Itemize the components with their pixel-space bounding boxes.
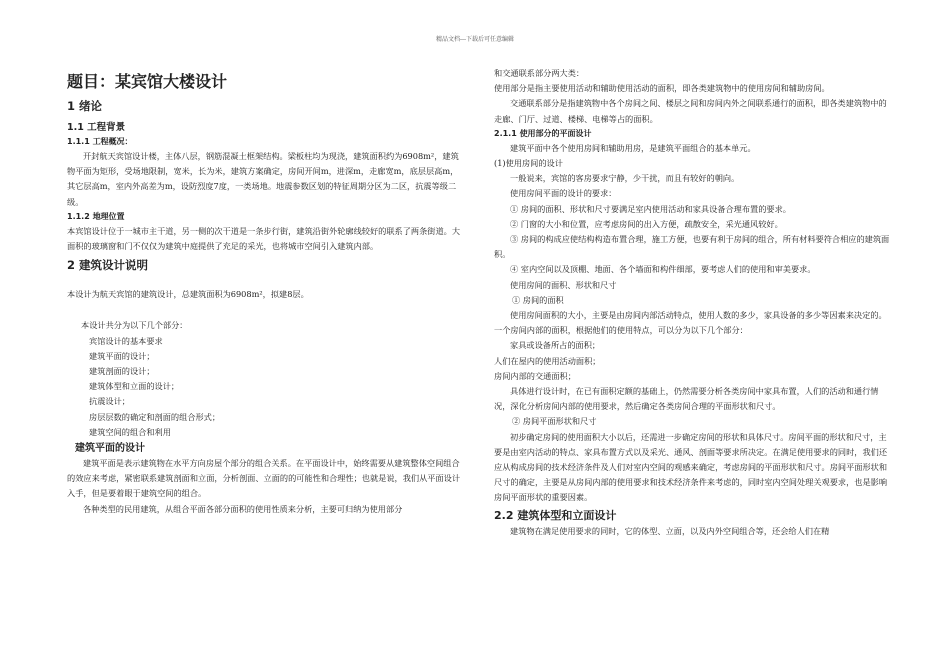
list-item: 抗震设计；	[89, 396, 130, 407]
heading-design: 2 建筑设计说明	[67, 258, 149, 273]
requirement-item: ③ 房间的构成应使结构构造布置合理，施工方便，也要有利于房间的组合，所有材料要符合相应的建筑面积。	[494, 234, 890, 260]
heading-intro: 1 绪论	[67, 99, 103, 113]
list-item: 建筑平面的设计；	[89, 350, 155, 361]
paragraph-room-requirements: 使用房间平面的设计的要求：	[510, 188, 617, 199]
list-item: 房层层数的确定和剖面的组合形式；	[89, 411, 221, 422]
heading-overview: 1.1.1 工程概况：	[67, 137, 133, 146]
document-title: 题目：某宾馆大楼设计	[67, 72, 228, 91]
list-item: 宾馆设计的基本要求	[89, 335, 163, 346]
left-column	[67, 62, 465, 517]
paragraph-continued: 和交通联系部分两大类：	[494, 68, 585, 78]
area-item: 家具或设备所占的面积；	[510, 340, 601, 351]
subheading-area: ① 房间的面积	[512, 294, 564, 305]
paragraph-plan-2: 各种类型的民用建筑，从组合平面各部分面积的使用性质来分析，主要可归纳为使用部分	[83, 503, 403, 514]
list-item: 建筑空间的组合和利用	[89, 426, 171, 437]
heading-body-elevation: 2.2 建筑体型和立面设计	[494, 508, 617, 522]
paragraph-design: 本设计为航天宾馆的建筑设计，总建筑面积为6908m²，拟建8层。	[67, 289, 309, 300]
paragraph-parts-intro: 本设计共分为以下几个部分：	[81, 320, 188, 331]
paragraph-shape: 初步确定房间的使用面积大小以后，还需进一步确定房间的形状和具体尺寸。房间平面的形状和尺寸，主要是由室内活动的特点、家具布置方式以及采光、通风、剖面等要求所决定。在满足使用要求的同时，我们还应从构成房间的技术经济条件及人们对室内空间的观感来确定，考虑房间的平面形状和尺寸。房间平面形状和尺寸的确定，主要是从房间内部的使用要求和技术经济条件来考虑的，同时室内空间处理关观要求，也是影响房间平面形状的重要因素。	[494, 431, 888, 503]
paragraph-traffic-part: 交通联系部分是指建筑物中各个房间之间、楼层之间和房间内外之间联系通行的面积，即各类建筑物中的走廊、门厅、过道、楼梯、电梯等占的面积。	[494, 98, 887, 124]
paragraph-overview: 开封航天宾馆设计楼，主体八层，钢筋混凝土框架结构。梁板柱均为现浇，建筑面积约为6908m²，建筑物平面为矩形，受场地限制，宽米，长为米，建筑方案确定，房间开间m，进深m，走廊宽m，底层层高m，其它层高m，室内外高差为m，设防烈度7度，一类场地。地震参数区划的特征周期分区为二区，抗震等级二级。	[67, 151, 459, 207]
list-item: 建筑剖面的设计；	[89, 366, 155, 377]
area-item: 房间内部的交通面积；	[494, 370, 576, 381]
paragraph-area-detail: 具体进行设计时，在已有面积定额的基础上，仍然需要分析各类房间中家具布置，人们的活动和通行情况，深化分析房间内部的使用要求，然后确定各类房间合理的平面形状和尺寸。	[494, 386, 879, 412]
page-header: 精品文档---下载后可任意编辑	[435, 36, 515, 43]
subheading-shape: ② 房间平面形状和尺寸	[512, 416, 597, 427]
area-item: 人们在屋内的使用活动面积；	[494, 355, 601, 366]
paragraph-use-part: 使用部分是指主要使用活动和辅助使用活动的面积，即各类建筑物中的使用房间和辅助房间。	[494, 83, 830, 94]
paragraph-room-shape: 使用房间的面积、形状和尺寸	[510, 279, 617, 290]
requirement-item: ④ 室内空间以及顶棚、地面、各个墙面和构件细部，要考虑人们的使用和审美要求。	[510, 264, 816, 275]
paragraph-location: 本宾馆设计位于一城市主干道，另一侧的次干道是一条步行街，建筑沿街外轮廓线较好的联系了两条街道。大面积的玻璃窗和门不仅仅为建筑中庭提供了充足的采光，也将城市空间引入建筑内部。	[67, 225, 461, 252]
paragraph-plan-1: 建筑平面是表示建筑物在水平方向房屋个部分的组合关系。在平面设计中，始终需要从建筑整体空间组合的效应来考虑，紧密联系建筑剖面和立面，分析剖面、立面的的可能性和合理性；也就是说，我们从平面设计入手，但是要着眼于建筑空间的组合。	[67, 458, 461, 499]
right-column	[494, 66, 892, 539]
paragraph-use-plan: 建筑平面中各个使用房间和辅助用房，是建筑平面组合的基本单元。	[510, 142, 756, 153]
heading-location: 1.1.2 地理位置	[67, 211, 125, 221]
heading-background: 1.1 工程背景	[67, 122, 126, 133]
paragraph-room-design: (1)使用房间的设计	[494, 158, 563, 169]
list-item: 建筑体型和立面的设计；	[89, 381, 180, 392]
requirement-item: ① 房间的面积、形状和尺寸要满足室内使用活动和家具设备合理布置的要求。	[510, 203, 791, 214]
heading-use-plan: 2.1.1 使用部分的平面设计	[494, 128, 592, 138]
heading-plan-design: 建筑平面的设计	[75, 443, 145, 455]
paragraph-area: 使用房间面积的大小，主要是由房间内部活动特点，使用人数的多少，家具设备的多少等因素来决定的。一个房间内部的面积，根据他们的使用特点，可以分为以下几个部分：	[494, 310, 887, 336]
paragraph-room-general: 一般说来，宾馆的客房要求宁静，少干扰，而且有较好的朝向。	[510, 173, 740, 184]
requirement-item: ② 门窗的大小和位置，应考虑房间的出入方便，疏散安全，采光通风较好。	[510, 218, 783, 229]
paragraph-body: 建筑物在满足使用要求的同时，它的体型、立面，以及内外空间组合等，还会给人们在精	[510, 525, 830, 536]
